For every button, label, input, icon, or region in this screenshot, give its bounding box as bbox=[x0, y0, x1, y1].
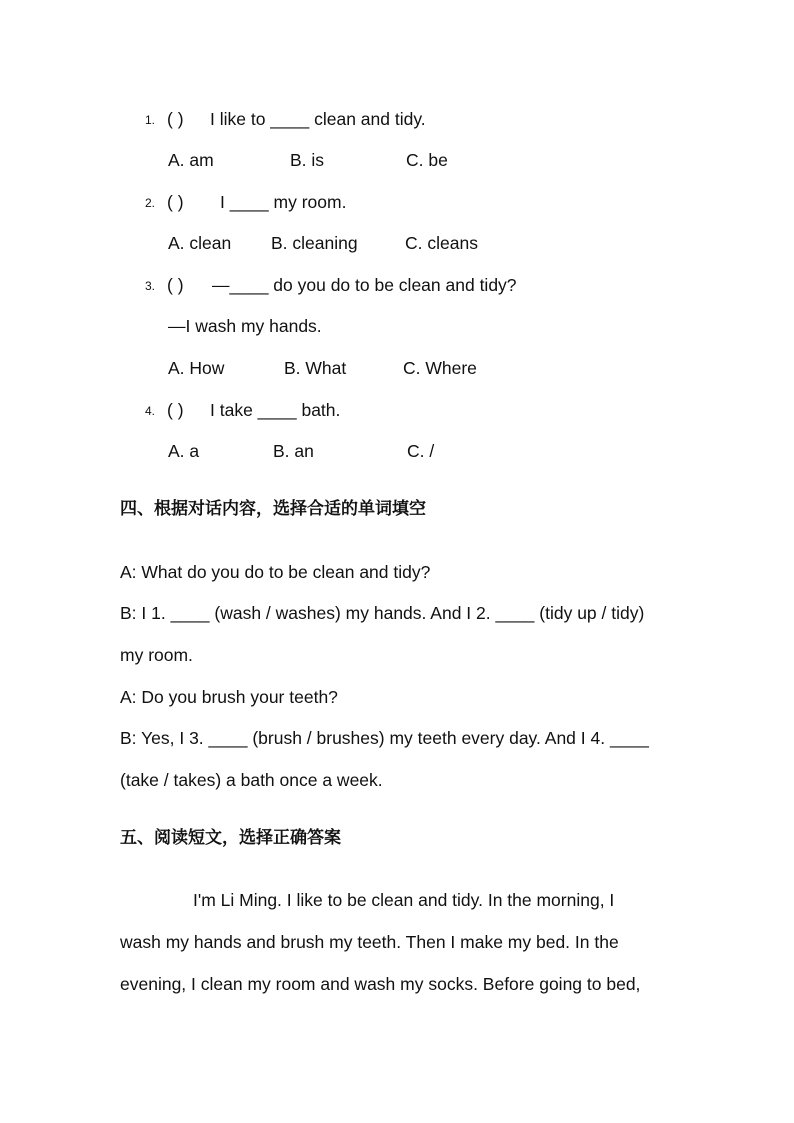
passage-line: wash my hands and brush my teeth. Then I make my bed. In the bbox=[120, 932, 619, 952]
option-a: A. How bbox=[168, 358, 225, 378]
dialogue-line: B: I 1. ____ (wash / washes) my hands. And I 2. ____ (tidy up / tidy) bbox=[120, 603, 645, 623]
question-number: 4. bbox=[145, 404, 156, 418]
option-a: A. clean bbox=[168, 233, 232, 253]
answer-blank: ( ) bbox=[167, 275, 184, 295]
answer-blank: ( ) bbox=[167, 109, 184, 129]
option-a: A. a bbox=[168, 441, 200, 461]
option-b: B. an bbox=[273, 441, 314, 461]
option-b: B. cleaning bbox=[271, 233, 358, 253]
passage-line: I'm Li Ming. I like to be clean and tidy. In the morning, I bbox=[193, 890, 615, 910]
dialogue-line: B: Yes, I 3. ____ (brush / brushes) my teeth every day. And I 4. ____ bbox=[120, 728, 649, 748]
option-b: B. What bbox=[284, 358, 347, 378]
passage-line: evening, I clean my room and wash my socks. Before going to bed, bbox=[120, 974, 641, 994]
answer-blank: ( ) bbox=[167, 400, 184, 420]
question-number: 3. bbox=[145, 279, 156, 293]
option-b: B. is bbox=[290, 150, 325, 170]
question-stem: I ____ my room. bbox=[220, 192, 347, 212]
dialogue-line: my room. bbox=[120, 645, 193, 665]
option-c: C. Where bbox=[403, 358, 477, 378]
section-heading: 五、阅读短文，选择正确答案 bbox=[120, 828, 341, 848]
question-number: 2. bbox=[145, 196, 156, 210]
question-stem: I like to ____ clean and tidy. bbox=[210, 109, 426, 129]
option-c: C. cleans bbox=[405, 233, 478, 253]
dialogue-line: A: What do you do to be clean and tidy? bbox=[120, 562, 431, 582]
option-c: C. be bbox=[406, 150, 448, 170]
question-stem: I take ____ bath. bbox=[210, 400, 341, 420]
option-a: A. am bbox=[168, 150, 214, 170]
question-stem: —____ do you do to be clean and tidy? bbox=[212, 275, 517, 295]
dialogue-line: (take / takes) a bath once a week. bbox=[120, 770, 383, 790]
question-dialogue: —I wash my hands. bbox=[168, 316, 322, 336]
dialogue-line: A: Do you brush your teeth? bbox=[120, 687, 338, 707]
question-number: 1. bbox=[145, 113, 156, 127]
answer-blank: ( ) bbox=[167, 192, 184, 212]
section-heading: 四、根据对话内容，选择合适的单词填空 bbox=[120, 499, 426, 519]
option-c: C. / bbox=[407, 441, 435, 461]
